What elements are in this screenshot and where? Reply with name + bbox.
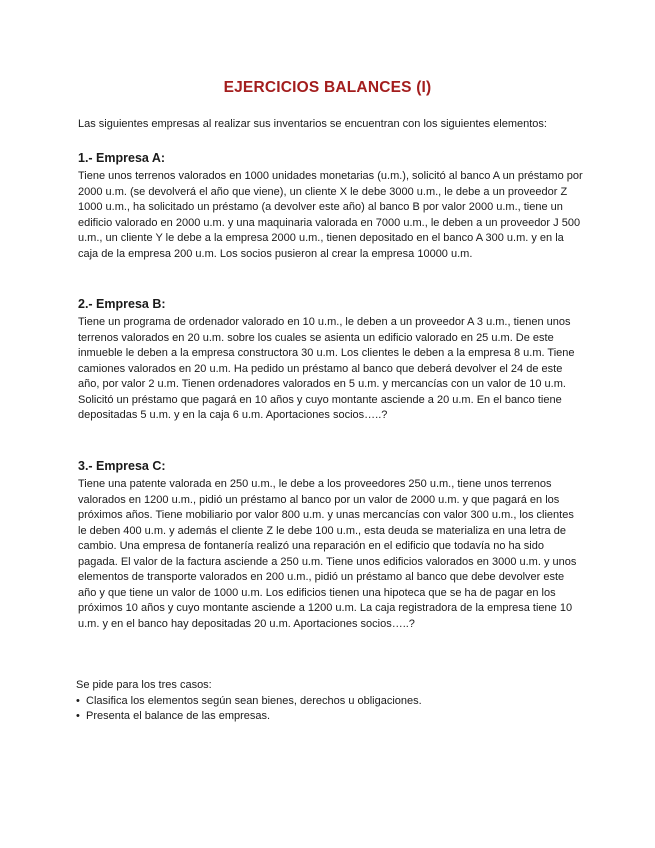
- tasks-lead: Se pide para los tres casos:: [76, 679, 212, 691]
- list-item-text: Clasifica los elementos según sean bienes, derechos u obligaciones.: [86, 694, 422, 707]
- tasks-list: [76, 694, 596, 725]
- bullet-icon: •: [76, 710, 80, 722]
- bullet-icon: •: [76, 694, 80, 707]
- list-item-text: Presenta el balance de las empresas.: [86, 710, 271, 722]
- section-heading: 1.- Empresa A:: [78, 151, 166, 165]
- section-heading: 2.- Empresa B:: [78, 297, 166, 311]
- section-body: Tiene unos terrenos valorados en 1000 unidades monetarias (u.m.), solicitó al banco A un préstamo por 2000 u.m. (se devolverá el año que viene), un cliente X le debe 3000 u.m., le debe a un proveedor Z 1000 u.m., ha solicitado un préstamo (a devolver este año) al banco B por valor 2000 u.m., tiene un edificio valorado en 2000 u.m. y una maquinaria valorada en 7000 u.m., le deben a un proveedor J 500 u.m., un cliente Y le debe a la empresa 2000 u.m., tienen depositado en el banco A 300 u.m. y en la caja de la empresa 200 u.m. Los socios pusieron al crear la empresa 10000 u.m.: [78, 170, 583, 260]
- intro-paragraph: Las siguientes empresas al realizar sus inventarios se encuentran con los siguientes elementos:: [78, 118, 547, 130]
- section-heading: 3.- Empresa C:: [78, 459, 166, 473]
- list-item: [76, 694, 596, 710]
- section-empresa-a: [78, 150, 583, 262]
- section-empresa-c: [78, 458, 583, 632]
- tasks-block: [76, 678, 596, 725]
- section-body: Tiene un programa de ordenador valorado en 10 u.m., le deben a un proveedor A 3 u.m., tienen unos terrenos valorados en 20 u.m. sobre los cuales se asienta un edificio valorado en 25 u.m. De este inmueble le deben a la empresa constructora 30 u.m. Los clientes le deben a la empresa 8 u.m. Tiene camiones valorados en 20 u.m. Ha pedido un préstamo al banco que deberá devolver el 24 de este año, por valor 2 u.m. Tienen ordenadores valorados en 5 u.m. y mercancías con un valor de 10 u.m. Solicitó un préstamo que pagará en 10 años y cuyo montante asciende a 20 u.m. En el banco tiene depositadas 5 u.m. y en la caja 6 u.m. Aportaciones socios…..?: [78, 316, 575, 422]
- section-body: Tiene una patente valorada en 250 u.m., le debe a los proveedores 250 u.m., tiene unos terrenos valorados en 1200 u.m., pidió un préstamo al banco por un valor de 2000 u.m. y que pagará en los próximos años. Tiene mobiliario por valor 800 u.m. y unas mercancías con valor 300 u.m., los clientes le deben 400 u.m. y además el cliente Z le debe 100 u.m., esta deuda se materializa en una letra de cambio. Una empresa de fontanería realizó una reparación en el edificio que todavía no ha sido pagada. El valor de la factura asciende a 250 u.m. Tiene unos edificios valorados en 3000 u.m. y unos elementos de transporte valorados en 200 u.m., pidió un préstamo al banco que debe devolver este año y que tiene un valor de 1000 u.m. Los edificios tienen una hipoteca que se ha de pagar en los próximos 10 años y cuyo montante asciende a 1200 u.m. La caja registradora de la empresa tiene 10 u.m. y en el banco hay depositadas 20 u.m. Aportaciones socios…..?: [78, 478, 577, 630]
- list-item: [76, 709, 596, 725]
- section-empresa-b: [78, 296, 583, 424]
- page-title: EJERCICIOS BALANCES (I): [223, 79, 432, 96]
